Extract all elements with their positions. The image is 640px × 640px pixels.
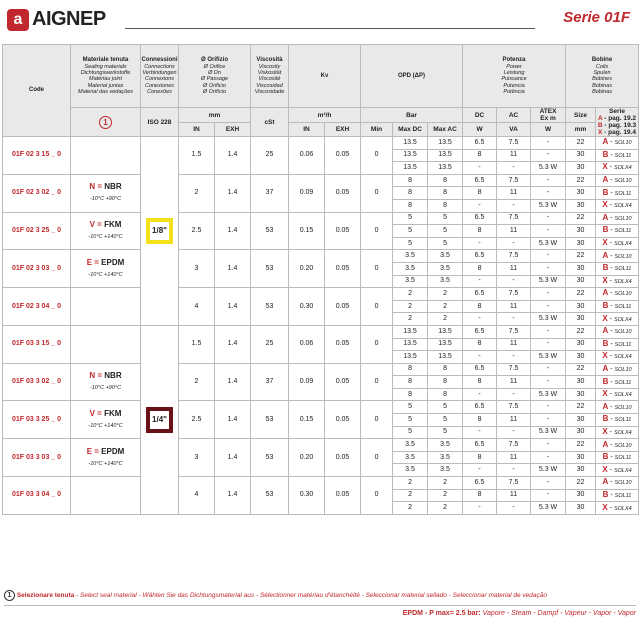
table-row: 8 8 8 11 - 30 B - SOL11	[3, 187, 639, 200]
valve-code: 01F 02 3 15 _ 0	[3, 137, 71, 175]
table-row: 2 2 8 11 - 30 B - SOL11	[3, 489, 639, 502]
table-row: 01F 03 3 25 _ 0 V = FKM -10°C +140°C 2.5 1.4 53 0.15 0.05 0 5 5 6.5 7.5 - 22 A - SOL10	[3, 401, 639, 414]
table-row: 13.5 13.5 - - 5.3 W 30 X - SOLX4	[3, 162, 639, 175]
coil-series: A - SOL10	[596, 439, 639, 452]
material-cell: N = NBR -10°C +90°C	[71, 174, 141, 212]
brand-name: AIGNEP	[32, 8, 106, 30]
col-kv: Kv	[289, 45, 361, 108]
port-size-badge: 1/8"	[146, 218, 173, 244]
material-cell: N = NBR -10°C +90°C	[71, 363, 141, 401]
col-coils: Bobine Coils Spulen Bobines Bobinas Bobinas	[566, 45, 639, 108]
material-cell	[71, 137, 141, 175]
coil-series: B - SOL11	[596, 149, 639, 162]
coil-series: A - SOL10	[596, 401, 639, 414]
table-row: 13.5 13.5 8 11 - 30 B - SOL11	[3, 338, 639, 351]
coil-series: A - SOL10	[596, 212, 639, 225]
coil-series: X - SOLX4	[596, 426, 639, 439]
table-row: 5 5 - - 5.3 W 30 X - SOLX4	[3, 426, 639, 439]
coil-series: A - SOL10	[596, 288, 639, 301]
valve-code: 01F 02 3 03 _ 0	[3, 250, 71, 288]
coil-series: A - SOL10	[596, 137, 639, 150]
table-row: 5 5 - - 5.3 W 30 X - SOLX4	[3, 237, 639, 250]
material-cell	[71, 288, 141, 326]
table-row: 8 8 - - 5.3 W 30 X - SOLX4	[3, 388, 639, 401]
connection-size	[141, 325, 179, 514]
coil-series: X - SOLX4	[596, 199, 639, 212]
coil-series: X - SOLX4	[596, 313, 639, 326]
coil-series: B - SOL11	[596, 376, 639, 389]
coil-series: A - SOL10	[596, 325, 639, 338]
coil-series: X - SOLX4	[596, 351, 639, 364]
table-row: 2 2 - - 5.3 W 30 X - SOLX4	[3, 313, 639, 326]
valve-code: 01F 02 3 25 _ 0	[3, 212, 71, 250]
iso-label: ISO 228	[141, 108, 179, 137]
coil-series: X - SOLX4	[596, 502, 639, 515]
valve-code: 01F 02 3 02 _ 0	[3, 174, 71, 212]
coil-series: X - SOLX4	[596, 275, 639, 288]
material-cell	[71, 477, 141, 515]
valve-code: 01F 03 3 02 _ 0	[3, 363, 71, 401]
coil-series: A - SOL10	[596, 250, 639, 263]
table-row: 3.5 3.5 8 11 - 30 B - SOL11	[3, 262, 639, 275]
table-row: 01F 03 3 03 _ 0 E = EPDM -10°C +140°C 3 1.4 53 0.20 0.05 0 3.5 3.5 6.5 7.5 - 22 A - SOL10	[3, 439, 639, 452]
material-cell: V = FKM -10°C +140°C	[71, 401, 141, 439]
material-cell	[71, 325, 141, 363]
coil-series: B - SOL11	[596, 338, 639, 351]
material-cell: E = EPDM -10°C +140°C	[71, 439, 141, 477]
serie-title: Serie 01F	[563, 9, 630, 26]
col-viscosity: Viscosità Viscosity Viskosität Viscosité Viscosidad Viscosidade	[251, 45, 289, 108]
header-divider	[125, 28, 535, 29]
col-power: Potenza Power Leistung Puissance Potencia Potência	[463, 45, 566, 108]
table-row: 01F 03 3 02 _ 0 N = NBR -10°C +90°C 2 1.4 37 0.09 0.05 0 8 8 6.5 7.5 - 22 A - SOL10	[3, 363, 639, 376]
valve-code: 01F 03 3 15 _ 0	[3, 325, 71, 363]
coil-series: B - SOL11	[596, 262, 639, 275]
material-cell: V = FKM -10°C +140°C	[71, 212, 141, 250]
table-row: 01F 03 3 15 _ 0 1/4" 1.5 1.4 25 0.06 0.05 0 13.5 13.5 6.5 7.5 - 22 A - SOL10	[3, 325, 639, 338]
coil-series: X - SOLX4	[596, 237, 639, 250]
table-row: 3.5 3.5 - - 5.3 W 30 X - SOLX4	[3, 275, 639, 288]
connection-size	[141, 137, 179, 326]
col-connections: Connessioni Connections Verbindungen Connexions Conexiones Conexões	[141, 45, 179, 108]
coil-series: A - SOL10	[596, 363, 639, 376]
col-code: Code	[3, 45, 71, 137]
coil-series: B - SOL11	[596, 414, 639, 427]
table-row: 3.5 3.5 8 11 - 30 B - SOL11	[3, 451, 639, 464]
page-header	[0, 0, 640, 38]
table-row: 01F 02 3 15 _ 0 1/8" 1.5 1.4 25 0.06 0.05 0 13.5 13.5 6.5 7.5 - 22 A - SOL10	[3, 137, 639, 150]
port-size-badge: 1/4"	[146, 407, 173, 433]
table-row: 01F 02 3 02 _ 0 N = NBR -10°C +90°C 2 1.4 37 0.09 0.05 0 8 8 6.5 7.5 - 22 A - SOL10	[3, 174, 639, 187]
table-row: 01F 02 3 03 _ 0 E = EPDM -10°C +140°C 3 1.4 53 0.20 0.05 0 3.5 3.5 6.5 7.5 - 22 A - SOL10	[3, 250, 639, 263]
table-row: 13.5 13.5 - - 5.3 W 30 X - SOLX4	[3, 351, 639, 364]
valve-code: 01F 03 3 25 _ 0	[3, 401, 71, 439]
table-row: 5 5 8 11 - 30 B - SOL11	[3, 225, 639, 238]
col-material: Materiale tenuta Sealing materials Dichtungswerkstoffe Matériau joint Material juntas Material das vedações	[71, 45, 141, 108]
valve-code: 01F 03 3 04 _ 0	[3, 477, 71, 515]
table-row: 8 8 - - 5.3 W 30 X - SOLX4	[3, 199, 639, 212]
material-select-marker: 1	[71, 108, 141, 137]
valve-code: 01F 03 3 03 _ 0	[3, 439, 71, 477]
table-row: 01F 02 3 04 _ 0 4 1.4 53 0.30 0.05 0 2 2 6.5 7.5 - 22 A - SOL10	[3, 288, 639, 301]
col-orifice: Ø Orifizio Ø Orifice Ø Dn Ø Passage Ø Orificio Ø Orifício	[179, 45, 251, 108]
coil-series: A - SOL10	[596, 477, 639, 490]
coil-series: B - SOL11	[596, 489, 639, 502]
brand-logo	[7, 8, 106, 31]
table-row: 13.5 13.5 8 11 - 30 B - SOL11	[3, 149, 639, 162]
coil-series: B - SOL11	[596, 187, 639, 200]
table-row: 01F 02 3 25 _ 0 V = FKM -10°C +140°C 2.5 1.4 53 0.15 0.05 0 5 5 6.5 7.5 - 22 A - SOL10	[3, 212, 639, 225]
coil-series: A - SOL10	[596, 174, 639, 187]
material-cell: E = EPDM -10°C +140°C	[71, 250, 141, 288]
table-row: 01F 03 3 04 _ 0 4 1.4 53 0.30 0.05 0 2 2 6.5 7.5 - 22 A - SOL10	[3, 477, 639, 490]
coil-series: B - SOL11	[596, 300, 639, 313]
table-row: 3.5 3.5 - - 5.3 W 30 X - SOLX4	[3, 464, 639, 477]
coil-series: X - SOLX4	[596, 388, 639, 401]
epdm-note: EPDM - P max= 2.5 bar: Vapore - Steam - Dampf - Vapeur - Vapor - Vapor	[402, 610, 636, 617]
coil-series: X - SOLX4	[596, 464, 639, 477]
valve-spec-table: Code Materiale tenuta Sealing materials Dichtungswerkstoffe Matériau joint Material juntas Material das vedações Connessioni Connections Verbindungen Connexions Conexiones Conexões Ø Orifizio Ø Orifice Ø Dn Ø Passage Ø Orificio Ø Orifício Viscosità Viscosity Viskosität Viscosité Viscosidad Viscosidade Kv OPD (ΔP) Potenza Power Leistung Puissance Potencia Potência Bobine Coils Spulen Bobines Bobinas Bobinas 1 ISO 228 mm cSt m³/h Bar DC AC ATEX Ex m Size Serie A - pag. 19.2 B - pag. 19.3 X - pag. 19.4 IN EXH IN EXH Min Max DC Max AC W VA W mm 01F 02 3 15 _ 0 1/8" 1.5 1.4 25 0.06 0.05 0 13.5 13.5 6.5 7.5 - 22 A - SOL10 13.5 13.5 8 11 - 30 B - SOL11 13.5 13.5 - - 5.3 W 30 X - SOLX4 01F 02 3 02 _ 0 N = NBR -10°C +90°C 2 1.4 37 0.09 0.05 0 8 8 6.5 7.5 - 22 A - SOL10 8 8 8 11 - 30 B - SOL11 8 8 - - 5.3 W 30 X - SOLX4 01F 02 3 25 _ 0 V = FKM -10°C +140°C 2.5 1.4 53 0.15 0.05 0 5 5 6.5 7.5 - 22 A - SOL10 5 5 8 11 - 30 B - SOL11 5 5 - - 5.3 W 30 X - SOLX4 01F 02 3 03 _ 0 E = EPDM -10°C +140°C 3 1.4 53 0.20 0.05 0 3.5 3.5 6.5 7.5 - 22 A - SOL10 3.5 3.5 8 11 - 30 B - SOL11 3.5 3.5 - - 5.3 W 30 X - SOLX4 01F 02 3 04 _ 0 4 1.4 53 0.30 0.05 0 2 2 6.5 7.5 - 22 A - SOL10 2 2 8 11 - 30 B - SOL11 2 2 - - 5.3 W 30 X - SOLX4 01F 03 3 15 _ 0 1/4" 1.5 1.4 25 0.06 0.05 0 13.5 13.5 6.5 7.5 - 22 A - SOL10 13.5 13.5 8 11 - 30 B - SOL11 13.5 13.5 - - 5.3 W 30 X - SOLX4 01F 03 3 02 _ 0 N = NBR -10°C +90°C 2 1.4 37 0.09 0.05 0 8 8 6.5 7.5 - 22 A - SOL10 8 8 8 11 - 30 B - SOL11 8 8 - - 5.3 W 30 X - SOLX4 01F 03 3 25 _ 0 V = FKM -10°C +140°C 2.5 1.4 53 0.15 0.05 0 5 5 6.5 7.5 - 22 A - SOL10 5 5 8 11 - 30 B - SOL11 5 5 - - 5.3 W 30 X - SOLX4 01F 03 3 03 _ 0 E = EPDM -10°C +140°C 3 1.4 53 0.20 0.05 0 3.5 3.5 6.5 7.5 - 22 A - SOL10 3.5 3.5 8 11 - 30 B - SOL11 3.5 3.5 - - 5.3 W 30 X - SOLX4 01F 03 3 04 _ 0 4 1.4 53 0.30 0.05 0 2 2 6.5 7.5 - 22 A - SOL10 2 2 8 11 - 30 B - SOL11 2 2 - - 5.3 W 30 X - SOLX4	[2, 44, 639, 515]
logo-icon: a	[7, 9, 29, 31]
valve-code: 01F 02 3 04 _ 0	[3, 288, 71, 326]
table-row: 8 8 8 11 - 30 B - SOL11	[3, 376, 639, 389]
coil-series: X - SOLX4	[596, 162, 639, 175]
table-row: 2 2 - - 5.3 W 30 X - SOLX4	[3, 502, 639, 515]
col-opd: OPD (ΔP)	[361, 45, 463, 108]
table-row: 5 5 8 11 - 30 B - SOL11	[3, 414, 639, 427]
table-row: 2 2 8 11 - 30 B - SOL11	[3, 300, 639, 313]
seal-selection-note: 1 Selezionare tenuta - Select seal material - Wählen Sie das Dichtungsmaterial aus - Sélectionner matériau d'étanchéité - Seleccionar material sellado - Seleccionar material de vedação	[4, 590, 636, 606]
coil-series: B - SOL11	[596, 451, 639, 464]
serie-legend: Serie A - pag. 19.2 B - pag. 19.3 X - pag. 19.4	[596, 108, 639, 137]
coil-series: B - SOL11	[596, 225, 639, 238]
